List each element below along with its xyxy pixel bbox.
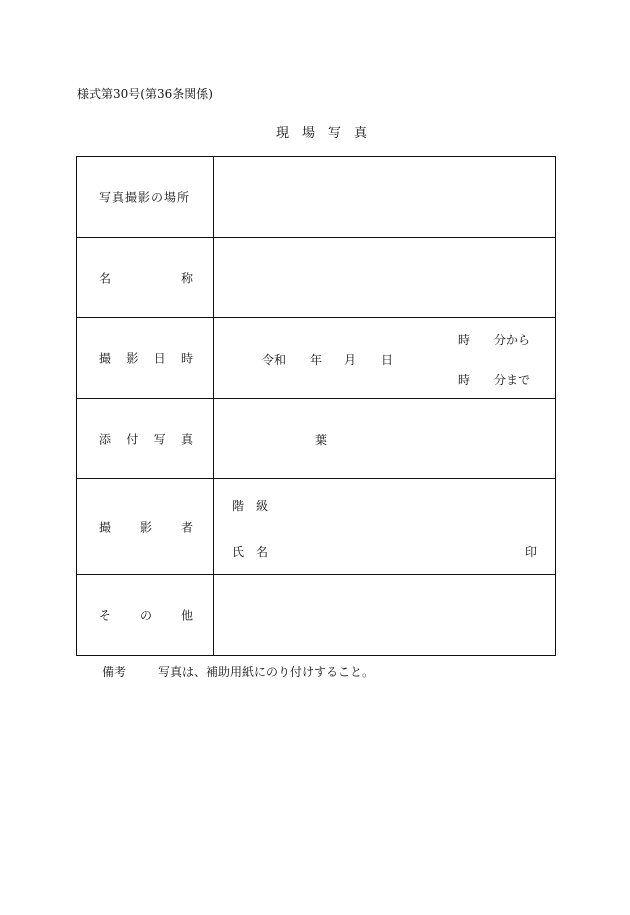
minute-from-label: 分から <box>494 333 531 347</box>
form-number: 様式第30号(第36条関係) <box>77 87 213 101</box>
other-label-char: そ <box>99 608 112 623</box>
name-label-cell <box>77 238 214 318</box>
attached-label-char: 付 <box>126 432 139 446</box>
row-attached <box>77 399 556 479</box>
other-label-char: 他 <box>180 608 193 623</box>
person-name-label: 氏 名 <box>232 545 269 559</box>
datetime-label-cell <box>77 318 214 399</box>
photographer-label-char: 影 <box>139 520 152 534</box>
rank-label: 階 級 <box>232 499 269 513</box>
datetime-label-char: 時 <box>180 351 193 366</box>
datetime-value-cell[interactable] <box>214 318 556 399</box>
row-other <box>77 575 556 656</box>
other-label-cell <box>77 575 214 656</box>
attached-label-cell <box>77 399 214 479</box>
name-value-cell[interactable] <box>214 238 556 318</box>
name-label-right: 称 <box>180 271 193 285</box>
hour-to-label: 時 <box>458 373 471 387</box>
datetime-label-char: 日 <box>153 351 166 366</box>
note-text: 写真は、補助用紙にのり付けすること。 <box>158 665 375 679</box>
attached-label-char: 真 <box>180 432 193 446</box>
photo-form-table <box>76 156 556 656</box>
seal-label: 印 <box>524 545 537 559</box>
sheets-unit-label: 葉 <box>315 433 328 447</box>
row-name <box>77 238 556 318</box>
datetime-label-char: 撮 <box>99 351 112 366</box>
hour-from-label: 時 <box>458 333 471 347</box>
minute-to-label: 分まで <box>494 373 531 387</box>
other-label-char: の <box>139 608 152 623</box>
photographer-value-cell[interactable] <box>214 479 556 575</box>
location-value-cell[interactable] <box>214 157 556 238</box>
attached-value-cell[interactable] <box>214 399 556 479</box>
month-label: 月 <box>344 353 357 367</box>
datetime-label-char: 影 <box>126 351 139 366</box>
name-label-left: 名 <box>99 271 112 285</box>
photographer-label-cell <box>77 479 214 575</box>
location-label-cell <box>77 157 214 238</box>
row-datetime <box>77 318 556 399</box>
photographer-label-char: 撮 <box>99 520 112 534</box>
row-location <box>77 157 556 238</box>
row-photographer <box>77 479 556 575</box>
attached-label-char: 写 <box>153 432 166 446</box>
location-label: 写真撮影の場所 <box>99 190 191 205</box>
other-value-cell[interactable] <box>214 575 556 656</box>
day-label: 日 <box>381 353 394 367</box>
note-label: 備考 <box>102 665 127 679</box>
era-label: 令和 <box>262 353 287 367</box>
attached-label-char: 添 <box>99 432 112 446</box>
document-title: 現 場 写 真 <box>276 126 368 141</box>
photographer-label-char: 者 <box>180 520 193 534</box>
year-label: 年 <box>310 353 323 367</box>
